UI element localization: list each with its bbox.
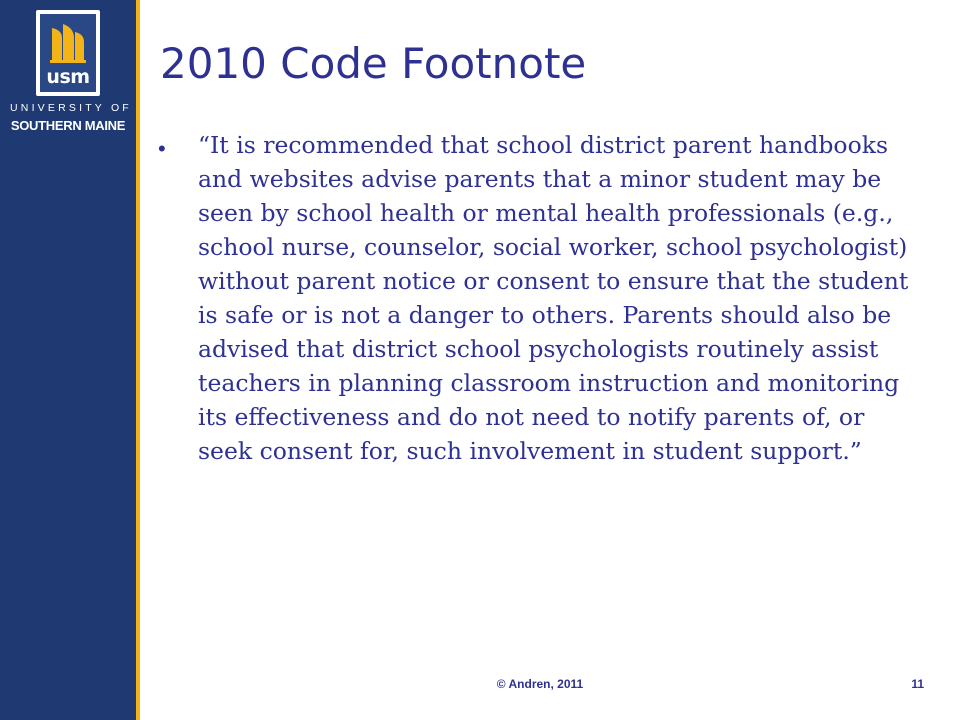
slide-title: 2010 Code Footnote (160, 39, 587, 88)
logo-badge (36, 10, 100, 96)
logo-southern-maine: SOUTHERN MAINE (10, 118, 126, 133)
footer-credit: © Andren, 2011 (496, 677, 584, 691)
sailboat-logo-icon (48, 20, 88, 64)
sidebar-panel (0, 0, 136, 720)
bullet-item (158, 128, 918, 468)
logo-badge-inner (40, 14, 96, 92)
bullet-text: “It is recommended that school district parent handbooks and websites advise parents that a minor student may be seen by school health or mental health professionals (e.g., school nurse, counselor, social worker, school psychologist) without parent notice or consent to ensure that the student is safe or is not a danger to others. Parents should also be advised that district school psychologists routinely assist teachers in planning classroom instruction and monitoring its effectiveness and do not need to notify parents of, or seek consent for, such involvement in student support.” (198, 131, 909, 465)
university-logo (10, 10, 132, 140)
logo-abbrev: usm (46, 66, 90, 88)
page-number: 11 (911, 677, 924, 691)
bullet-symbol: • (158, 136, 166, 161)
logo-university-of: UNIVERSITY OF (10, 102, 132, 114)
accent-stripe (136, 0, 140, 720)
